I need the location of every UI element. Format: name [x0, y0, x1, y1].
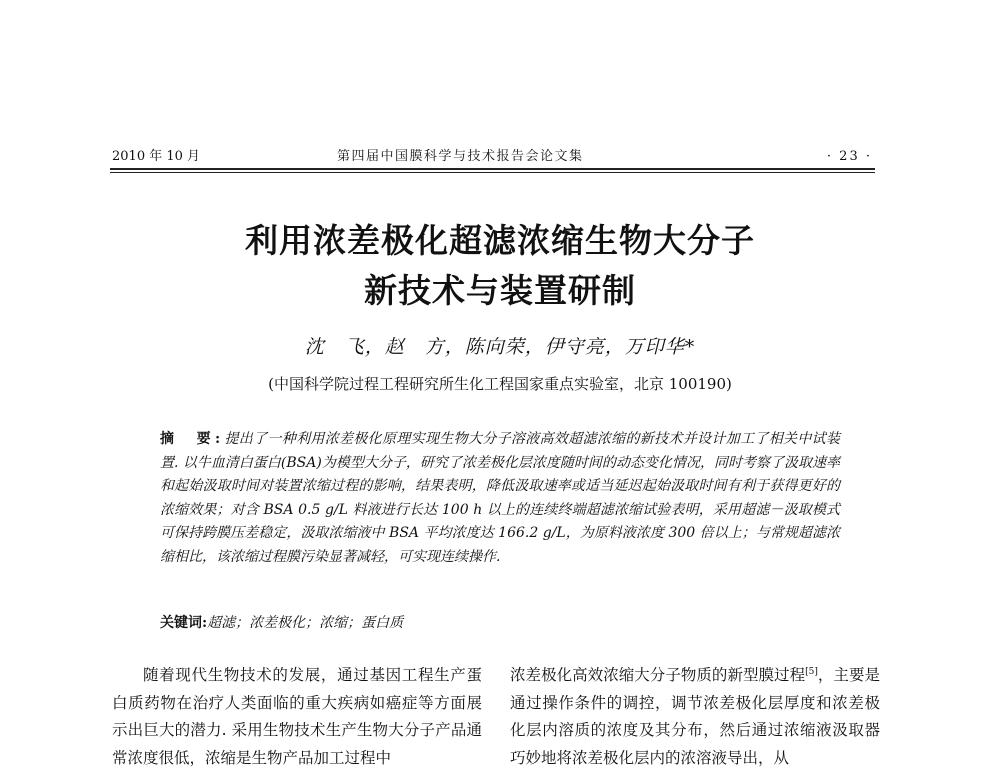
abstract-text: 提出了一种利用浓差极化原理实现生物大分子溶液高效超滤浓缩的新技术并设计加工了相关中试装置. 以牛血清白蛋白(BSA)为模型大分子，研究了浓差极化层浓度随时间的动态变化情况，同时考察了汲取速率和起始汲取时间对装置浓缩过程的影响，结果表明，降低汲取速率或适当延迟起始汲取时间有利于获得更好的浓缩效果；对含 BSA 0.5 g/L 料液进行长达 100 h 以上的连续终端超滤浓缩试验表明，采用超滤－汲取模式可保持跨膜压差稳定，汲取浓缩液中 BSA 平均浓度达 166.2 g/L，为原料液浓度 300 倍以上；与常规超滤浓缩相比，该浓缩过程膜污染显著减轻，可实现连续操作. [160, 431, 840, 565]
article-title [150, 216, 850, 316]
keywords-label: 关键词: [160, 615, 208, 631]
header-page-number: · 23 · [826, 149, 872, 164]
abstract-label: 摘 要: [160, 431, 225, 447]
header-proceedings-title: 第四届中国膜科学与技术报告会论文集 [337, 149, 584, 164]
title-line-1: 利用浓差极化超滤浓缩生物大分子 [245, 221, 755, 260]
citation-reference[interactable]: [5] [805, 666, 818, 677]
body-paragraph: 随着现代生物技术的发展，通过基因工程生产蛋白质药物在治疗人类面临的重大疾病如癌症等方面展示出巨大的潜力. 采用生物技术生产生物大分子产品通常浓度很低，浓缩是生物产品加工过程中 [112, 666, 482, 767]
author-list: 沈 飞，赵 方，陈向荣，伊守亮，万印华* [304, 336, 696, 358]
body-text-before-citation: 浓差极化高效浓缩大分子物质的新型膜过程 [510, 666, 806, 684]
body-text-after-citation: ，主要是通过操作条件的调控，调节浓差极化层厚度和浓差极化层内溶质的浓度及其分布，然后通过浓缩液汲取器巧妙地将浓差极化层内的浓溶液导出，从 [510, 666, 880, 767]
affiliation: (中国科学院过程工程研究所生化工程国家重点实验室，北京 100190) [268, 375, 732, 393]
header-rule-thin [110, 172, 875, 173]
keywords [160, 612, 840, 635]
abstract [160, 428, 840, 570]
header-rule-thick [110, 168, 875, 170]
body-column-right [510, 662, 880, 772]
title-line-2: 新技术与装置研制 [364, 271, 636, 310]
body-paragraph-continued [510, 662, 880, 772]
running-header [112, 146, 872, 168]
header-date: 2010 年 10 月 [112, 149, 201, 164]
keywords-text: 超滤；浓差极化；浓缩；蛋白质 [207, 615, 404, 631]
body-column-left [112, 662, 482, 772]
